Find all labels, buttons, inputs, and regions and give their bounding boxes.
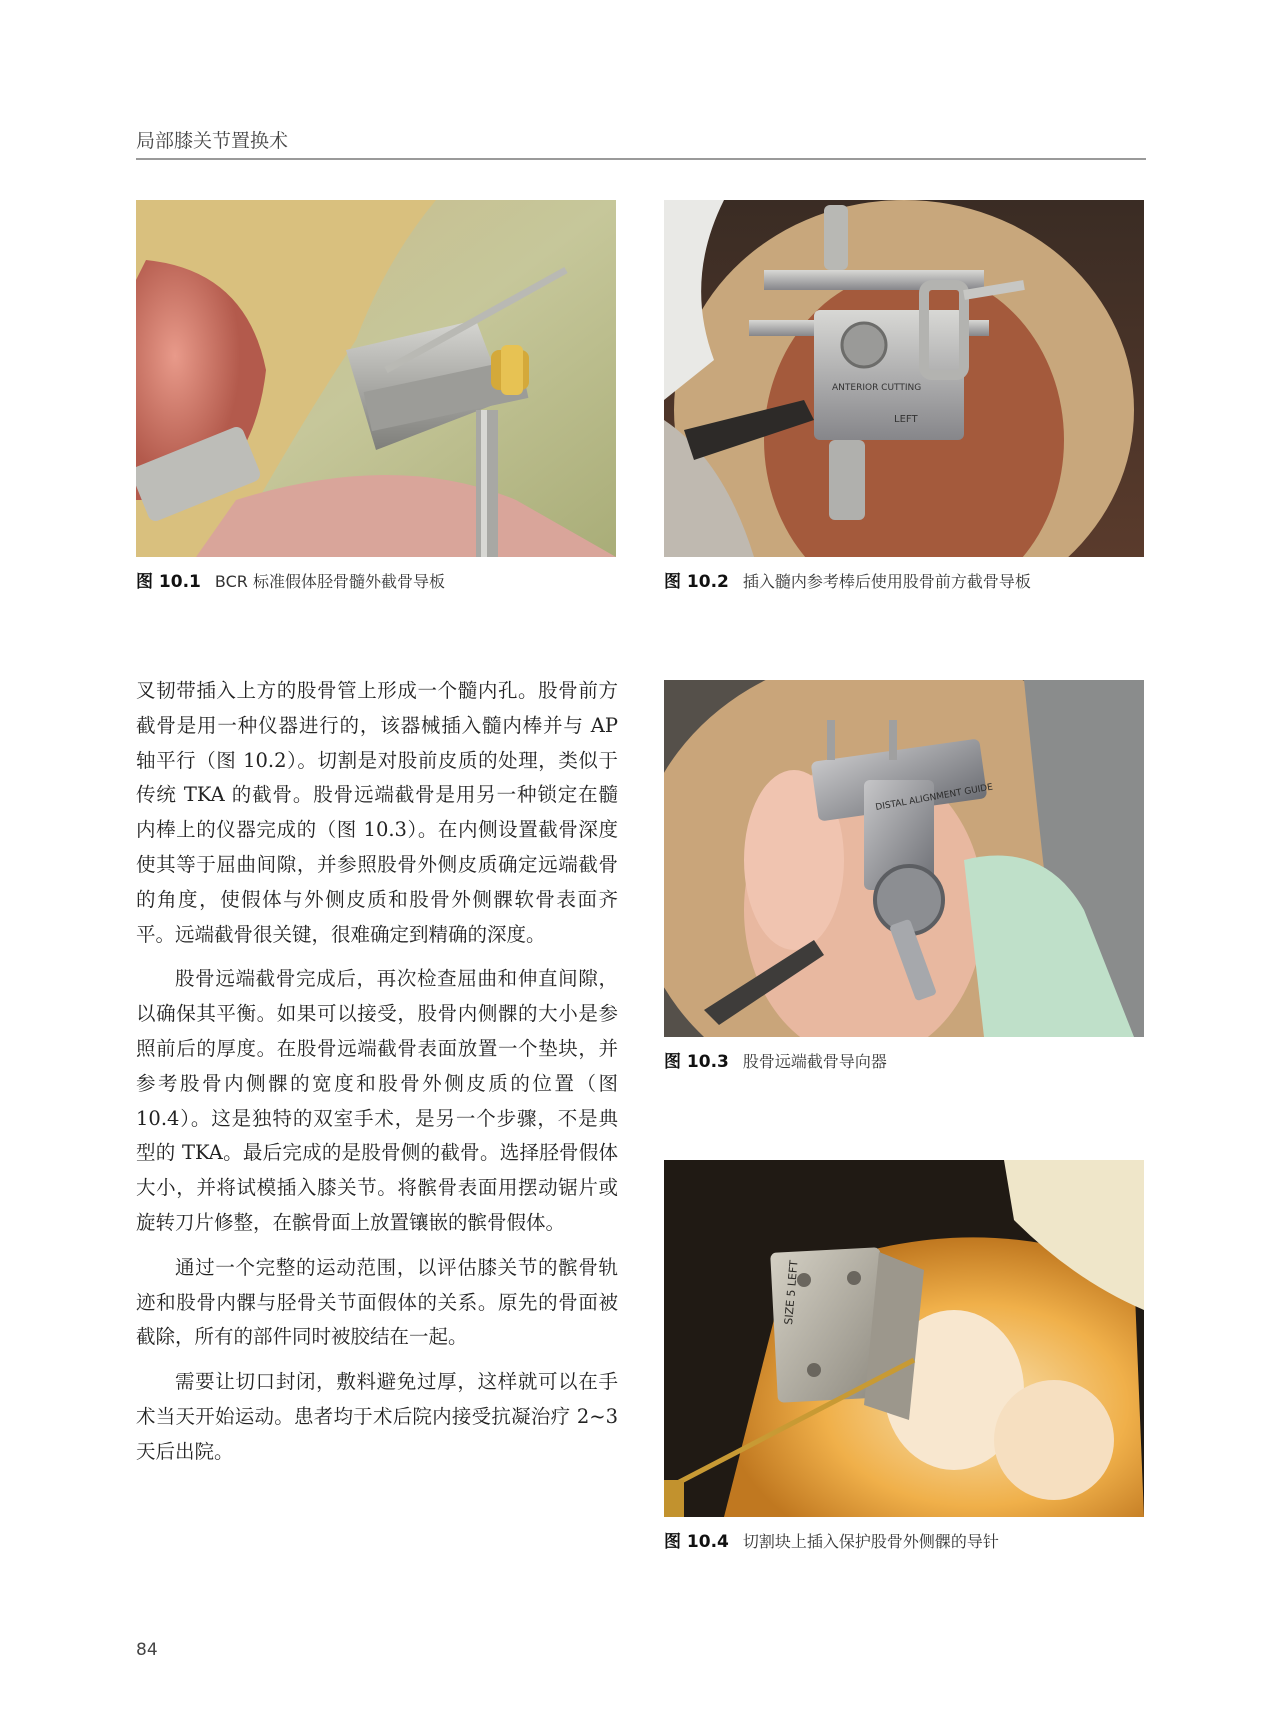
paragraph: 叉韧带插入上方的股骨管上形成一个髓内孔。股骨前方截骨是用一种仪器进行的，该器械插入髓内棒并与 AP 轴平行（图 10.2）。切割是对股前皮质的处理，类似于传统 TKA 的截骨。股骨远端截骨是用另一种锁定在髓内棒上的仪器完成的（图 10.3）。在内侧设置截骨深度使其等于屈曲间隙，并参照股骨外侧皮质确定远端截骨的角度，使假体与外侧皮质和股骨外侧髁软骨表面齐平。远端截骨很关键，很难确定到精确的深度。 [136, 679, 618, 946]
figure-number: 图 10.1 [136, 572, 201, 592]
figure-10-4-photo [664, 1160, 1144, 1517]
figure-number: 图 10.3 [664, 1052, 729, 1072]
page-number: 84 [136, 1640, 158, 1660]
figure-10-2-caption [664, 567, 1031, 592]
body-text [136, 674, 618, 1480]
figure-number: 图 10.4 [664, 1532, 729, 1552]
paragraph: 股骨远端截骨完成后，再次检查屈曲和伸直间隙，以确保其平衡。如果可以接受，股骨内侧髁的大小是参照前后的厚度。在股骨远端截骨表面放置一个垫块，并参考股骨内侧髁的宽度和股骨外侧皮质的位置（图 10.4）。这是独特的双室手术，是另一个步骤，不是典型的 TKA。最后完成的是股骨侧的截骨。选择胫骨假体大小，并将试模插入膝关节。将髌骨表面用摆动锯片或旋转刀片修整，在髌骨面上放置镶嵌的髌骨假体。 [136, 967, 618, 1234]
figure-number: 图 10.2 [664, 572, 729, 592]
figure-10-1-caption [136, 567, 445, 592]
left-engraving: LEFT [894, 414, 918, 425]
header-rule [136, 158, 1146, 160]
figure-10-3-caption [664, 1047, 887, 1072]
figure-10-4-caption [664, 1527, 999, 1552]
size-5-left-engraving: SIZE 5 LEFT [782, 1259, 801, 1326]
figure-caption-text: BCR 标准假体胫骨髓外截骨导板 [214, 572, 445, 591]
paragraph: 需要让切口封闭，敷料避免过厚，这样就可以在手术当天开始运动。患者均于术后院内接受抗凝治疗 2~3 天后出院。 [136, 1370, 618, 1463]
distal-alignment-guide-engraving: DISTAL ALIGNMENT GUIDE [874, 782, 994, 813]
figure-caption-text: 插入髓内参考棒后使用股骨前方截骨导板 [742, 572, 1031, 591]
figure-caption-text: 切割块上插入保护股骨外侧髁的导针 [742, 1532, 999, 1551]
figure-caption-text: 股骨远端截骨导向器 [742, 1052, 887, 1071]
anterior-cutting-engraving: ANTERIOR CUTTING [832, 383, 922, 393]
paragraph: 通过一个完整的运动范围，以评估膝关节的髌骨轨迹和股骨内髁与胫骨关节面假体的关系。原先的骨面被截除，所有的部件同时被胶结在一起。 [136, 1255, 618, 1349]
running-title: 局部膝关节置换术 [136, 130, 289, 152]
figure-10-1-photo [136, 200, 616, 557]
figure-10-3-photo [664, 680, 1144, 1037]
figure-10-2-photo [664, 200, 1144, 557]
